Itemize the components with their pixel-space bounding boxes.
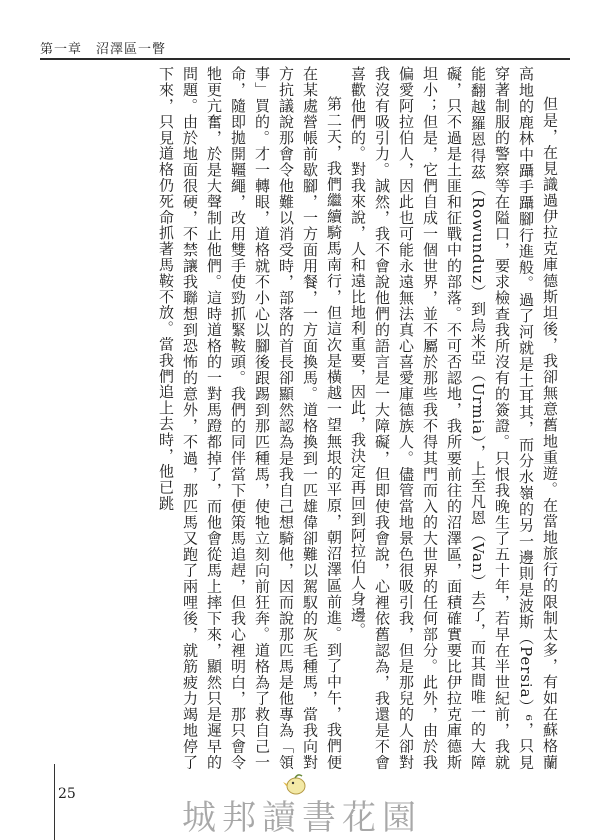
page-number: 25 <box>58 786 76 802</box>
header-rule <box>40 58 570 60</box>
chapter-title: 第一章 沼澤區一瞥 <box>40 42 167 57</box>
body-text <box>48 66 562 770</box>
paragraph-1: 但是，在見識過伊拉克庫德斯坦後，我卻無意舊地重遊。在當地旅行的限制太多，有如在蘇格蘭高地的鹿林中躡手躡腳行進般。過了河就是土耳其，而分水嶺的另一邊則是波斯（Persia）⁶，只見穿著制服的警察等在隘口，要求檢查我所沒有的簽證。只恨我晚生了五十年，若早在半世紀前，我就能翻越羅恩得茲（Rowunduz）到烏米亞（Urmia），上至凡恩（Van）去了，而其間唯一的大障礙，只不過是土匪和征戰中的部落。不可否認地，我所要前往的沼澤區，面積確實要比伊拉克庫德斯坦小；但是，它們自成一個世界，並不屬於那些我不得其門而入的大世界的任何部分。此外，由於我偏愛阿拉伯人，因此也可能永遠無法真心喜愛庫德族人。儘管當地景色很吸引我，但是那兒的人卻對我沒有吸引力。誠然，我不會說他們的語言是一大障礙，但即使我會說，心裡依舊認為，我還是不會喜歡他們的。對我來說，人和遠比地利重要，因此，我決定再回到阿拉伯人身邊。 <box>349 66 559 770</box>
paragraph-2: 第二天，我們繼續騎馬南行，但這次是橫越一望無垠的平原，朝沼澤區前進。到了中午，我們便在某處營帳前歇腳，一方面用餐，一方面換馬。道格換到一匹雄偉卻難以駕馭的灰毛種馬，當我向對方抗議說那會令他難以消受時，部落的首長卻顯然認為是我自己想騎他，因而說那匹馬是他專為「領事」買的。才一轉眼，道格就不小心以腳後跟踢到那匹種馬，使牠立刻向前狂奔。道格為了救自己一命，隨即拋開韁繩，改用雙手使勁抓緊鞍頭。我們的同伴當下便策馬追趕，但我心裡明白，那只會令牠更亢奮，於是大聲制止他們。這時道格的一對馬蹬都掉了，而他會從馬上摔下來，顯然只是遲早的問題。由於地面很硬，不禁讓我聯想到恐怖的意外，不過，那匹馬又跑了兩哩後，就筋疲力竭地停了下來，只見道格仍死命抓著馬鞍不放。當我們追上去時，他已跳 <box>157 66 343 770</box>
footer-rule <box>54 764 55 840</box>
running-header <box>0 0 600 58</box>
watermark: 城邦讀書花園 <box>182 798 422 838</box>
